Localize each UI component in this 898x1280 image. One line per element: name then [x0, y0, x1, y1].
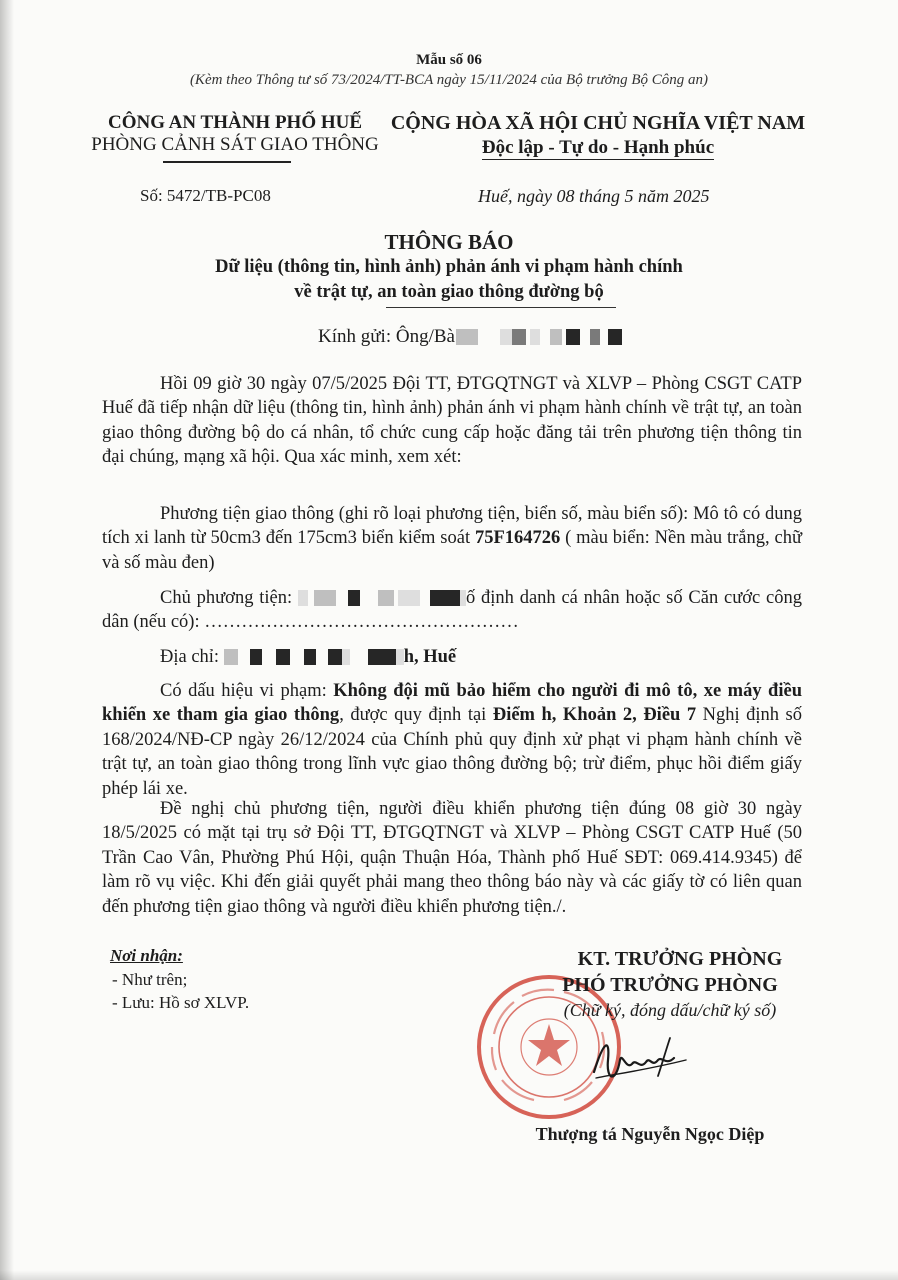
- paragraph-receipt: Hồi 09 giờ 30 ngày 07/5/2025 Đội TT, ĐTGQTNGT và XLVP – Phòng CSGT CATP Huế đã tiếp nhận dữ liệu (thông tin, hình ảnh) phản ánh vi phạm hành chính về trật tự, an toàn giao thông đường bộ do cá nhân, tổ chức cung cấp hoặc đăng tải trên phương tiện thông tin đại chúng, mạng xã hội. Qua xác minh, xem xét:: [102, 374, 802, 468]
- address-label: Địa chỉ:: [160, 647, 220, 667]
- recipients-item: - Như trên;: [112, 970, 188, 989]
- paragraph-address: [102, 645, 802, 669]
- handwritten-signature: [586, 1030, 696, 1090]
- signature-title: KT. TRƯỞNG PHÒNG: [577, 948, 783, 970]
- vehicle-text: Phương tiện giao thông (ghi rõ loại phương tiện, biển số, màu biển số): Mô tô có dung tích xi lanh từ 50cm3 đến 175cm3 biển kiểm soát: [102, 504, 802, 549]
- country-motto: [378, 137, 818, 159]
- address-city: h, Huế: [403, 647, 457, 667]
- page-bottom-shadow: [0, 1270, 898, 1280]
- subtitle-underline: [386, 307, 616, 308]
- signature-position: PHÓ TRƯỞNG PHÒNG: [562, 974, 778, 996]
- agency-name: CÔNG AN THÀNH PHỐ HUẾ: [107, 112, 363, 133]
- document-number: Số: 5472/TB-PC08: [140, 186, 271, 205]
- recipient-label: Kính gửi: Ông/Bà: [318, 326, 455, 347]
- place-date: Huế, ngày 08 tháng 5 năm 2025: [478, 186, 710, 206]
- document-subtitle-line1: Dữ liệu (thông tin, hình ảnh) phản ánh vi phạm hành chính: [215, 257, 683, 277]
- country-name: CỘNG HÒA XÃ HỘI CHỦ NGHĨA VIỆT NAM: [390, 112, 806, 134]
- form-note: (Kèm theo Thông tư số 73/2024/TT-BCA ngày 15/11/2024 của Bộ trưởng Bộ Công an): [189, 72, 709, 88]
- paragraph-owner: [102, 586, 802, 635]
- document-subtitle-line2: về trật tự, an toàn giao thông đường bộ: [294, 282, 604, 302]
- violation-description: Không đội mũ bảo hiểm cho người đi mô tô, xe máy điều khiển xe tham gia giao thông: [102, 681, 802, 726]
- agency-department: PHÒNG CẢNH SÁT GIAO THÔNG: [91, 134, 379, 155]
- recipient-line: [318, 326, 622, 348]
- agency-underline: [163, 161, 291, 163]
- license-plate: 75F164726: [474, 528, 561, 549]
- paragraph-request: Đề nghị chủ phương tiện, người điều khiển phương tiện đúng 08 giờ 30 ngày 18/5/2025 có mặt tại trụ sở Đội TT, ĐTGQTNGT và XLVP – Phòng CSGT CATP Huế (50 Trần Cao Vân, Phường Phú Hội, quận Thuận Hóa, Thành phố Huế SĐT: 069.414.9345) để làm rõ vụ việc. Khi đến giải quyết phải mang theo thông báo này và các giấy tờ có liên quan đến phương tiện giao thông và người điều khiển phương tiện./.: [102, 799, 802, 917]
- document-title: THÔNG BÁO: [384, 230, 514, 254]
- form-number: Mẫu số 06: [416, 52, 482, 68]
- recipients-label: Nơi nhận:: [110, 946, 183, 965]
- paragraph-vehicle: [102, 502, 802, 575]
- legal-reference: Điểm h, Khoản 2, Điều 7: [492, 705, 697, 726]
- signer-name: Thượng tá Nguyễn Ngọc Diệp: [535, 1124, 765, 1144]
- owner-label: Chủ phương tiện:: [160, 588, 293, 608]
- paragraph-violation: Có dấu hiệu vi phạm: Không đội mũ bảo hiểm cho người đi mô tô, xe máy điều khiển xe tham gia giao thông, được quy định tại Điểm h, Khoản 2, Điều 7 Nghị định số 168/2024/NĐ-CP ngày 26/12/2024 của Chính phủ quy định xử phạt vi phạm hành chính về trật tự, an toàn giao thông trong lĩnh vực giao thông đường bộ; trừ điểm, phục hồi điểm giấy phép lái xe.: [102, 681, 803, 799]
- recipients-item: - Lưu: Hồ sơ XLVP.: [112, 993, 250, 1012]
- page-edge-shadow: [0, 0, 14, 1280]
- signature-note: (Chữ ký, đóng dấu/chữ ký số): [563, 1000, 777, 1020]
- country-motto-text: Độc lập - Tự do - Hạnh phúc: [481, 137, 715, 158]
- owner-id-text: ố định danh cá nhân hoặc số Căn cước công dân (nếu có): ……………………………………………: [102, 588, 803, 633]
- plate-color-text: ( màu biển: Nền màu trắng, chữ và số màu đen): [102, 528, 802, 573]
